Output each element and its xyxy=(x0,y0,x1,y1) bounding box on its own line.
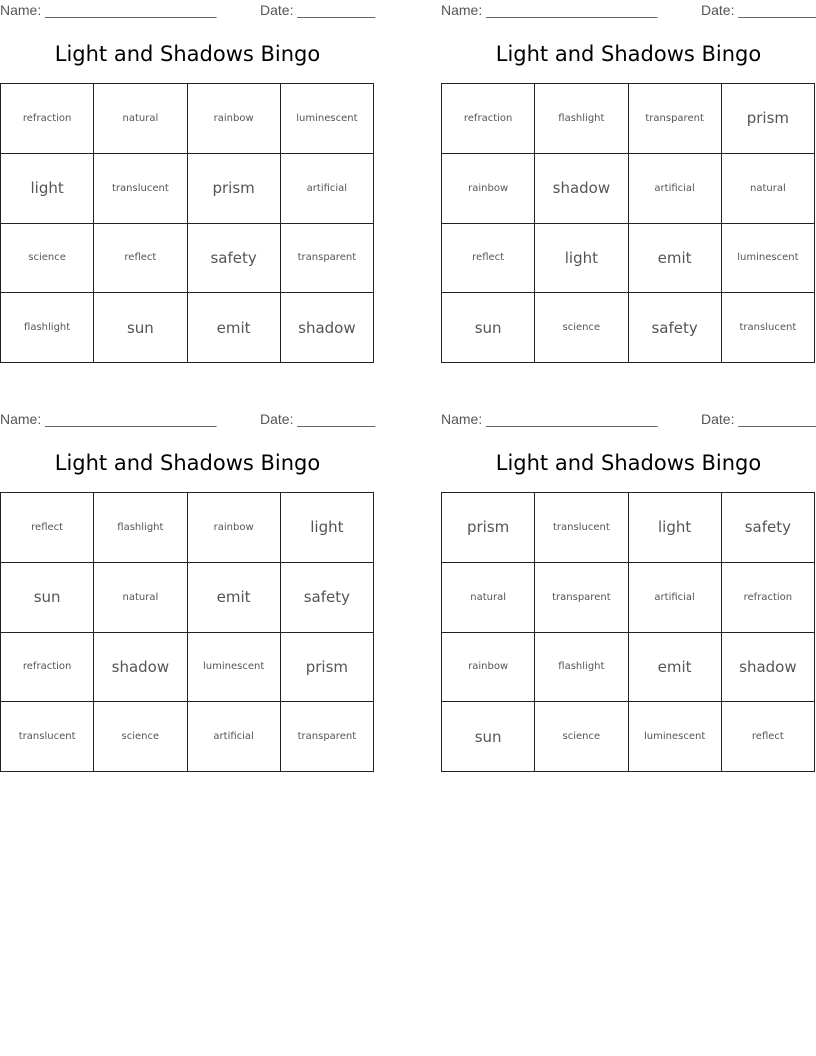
bingo-cell: luminescent xyxy=(722,224,815,294)
bingo-cell: transparent xyxy=(281,702,374,772)
bingo-cell: flashlight xyxy=(94,493,187,563)
bingo-cell: artificial xyxy=(629,154,722,224)
bingo-cell: science xyxy=(535,293,628,363)
bingo-cell: light xyxy=(535,224,628,294)
bingo-cell: translucent xyxy=(94,154,187,224)
name-line: Name: ______________________ xyxy=(0,411,217,427)
bingo-cell: refraction xyxy=(1,84,94,154)
bingo-cell: safety xyxy=(722,493,815,563)
bingo-cell: shadow xyxy=(94,633,187,703)
name-line: Name: ______________________ xyxy=(441,411,658,427)
bingo-cell: flashlight xyxy=(535,633,628,703)
bingo-cell: sun xyxy=(442,702,535,772)
bingo-cell: prism xyxy=(188,154,281,224)
bingo-cell: rainbow xyxy=(442,154,535,224)
bingo-cell: flashlight xyxy=(1,293,94,363)
bingo-cell: reflect xyxy=(442,224,535,294)
bingo-cell: safety xyxy=(629,293,722,363)
bingo-cell: sun xyxy=(442,293,535,363)
bingo-cell: safety xyxy=(188,224,281,294)
bingo-cell: natural xyxy=(94,84,187,154)
bingo-cell: science xyxy=(535,702,628,772)
bingo-cell: natural xyxy=(442,563,535,633)
bingo-cell: translucent xyxy=(722,293,815,363)
date-line: Date: __________ xyxy=(260,2,376,18)
bingo-cell: translucent xyxy=(1,702,94,772)
card-title: Light and Shadows Bingo xyxy=(54,451,321,475)
bingo-cell: science xyxy=(1,224,94,294)
bingo-cell: transparent xyxy=(281,224,374,294)
bingo-cell: natural xyxy=(722,154,815,224)
card-header xyxy=(441,2,816,20)
bingo-cell: emit xyxy=(188,563,281,633)
bingo-cell: science xyxy=(94,702,187,772)
card-title: Light and Shadows Bingo xyxy=(495,451,762,475)
date-line: Date: __________ xyxy=(260,411,376,427)
bingo-cell: translucent xyxy=(535,493,628,563)
bingo-cell: luminescent xyxy=(281,84,374,154)
bingo-cell: rainbow xyxy=(188,493,281,563)
card-header xyxy=(0,411,375,429)
bingo-cell: refraction xyxy=(722,563,815,633)
bingo-cell: transparent xyxy=(535,563,628,633)
name-line: Name: ______________________ xyxy=(441,2,658,18)
bingo-cell: prism xyxy=(281,633,374,703)
date-line: Date: __________ xyxy=(701,2,816,18)
bingo-cell: rainbow xyxy=(442,633,535,703)
bingo-cell: emit xyxy=(629,633,722,703)
bingo-cell: artificial xyxy=(629,563,722,633)
card-title: Light and Shadows Bingo xyxy=(495,42,762,66)
bingo-cell: prism xyxy=(442,493,535,563)
bingo-cell: artificial xyxy=(281,154,374,224)
bingo-cell: shadow xyxy=(722,633,815,703)
bingo-cell: emit xyxy=(629,224,722,294)
bingo-grid xyxy=(0,492,374,772)
bingo-cell: prism xyxy=(722,84,815,154)
bingo-cell: refraction xyxy=(442,84,535,154)
card-title: Light and Shadows Bingo xyxy=(54,42,321,66)
bingo-cell: refraction xyxy=(1,633,94,703)
bingo-cell: safety xyxy=(281,563,374,633)
bingo-cell: artificial xyxy=(188,702,281,772)
bingo-cell: sun xyxy=(1,563,94,633)
bingo-cell: luminescent xyxy=(188,633,281,703)
bingo-cell: luminescent xyxy=(629,702,722,772)
bingo-grid xyxy=(0,83,374,363)
bingo-cell: reflect xyxy=(94,224,187,294)
bingo-cell: emit xyxy=(188,293,281,363)
bingo-grid xyxy=(441,83,815,363)
bingo-cell: natural xyxy=(94,563,187,633)
card-header xyxy=(441,411,816,429)
bingo-cell: reflect xyxy=(1,493,94,563)
bingo-cell: light xyxy=(281,493,374,563)
bingo-cell: flashlight xyxy=(535,84,628,154)
card-header xyxy=(0,2,375,20)
bingo-cell: reflect xyxy=(722,702,815,772)
bingo-cell: sun xyxy=(94,293,187,363)
date-line: Date: __________ xyxy=(701,411,816,427)
bingo-cell: transparent xyxy=(629,84,722,154)
bingo-cell: light xyxy=(1,154,94,224)
bingo-grid xyxy=(441,492,815,772)
name-line: Name: ______________________ xyxy=(0,2,217,18)
bingo-cell: light xyxy=(629,493,722,563)
bingo-cell: rainbow xyxy=(188,84,281,154)
bingo-cell: shadow xyxy=(535,154,628,224)
bingo-cell: shadow xyxy=(281,293,374,363)
